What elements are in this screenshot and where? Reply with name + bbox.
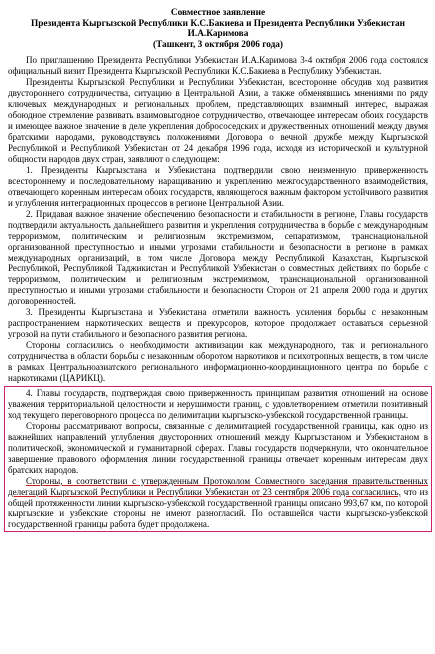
paragraph-visit: По приглашению Президента Республики Узбекистан И.А.Каримова 3-4 октября 2006 года состоялся официальный визит Президента Кыргызской Республики К.С.Бакиева в Республику Узбекистан. — [8, 55, 428, 77]
highlight-box — [4, 386, 432, 532]
paragraph-point-4-cont: Стороны рассматривают вопросы, связанные с делимитацией государственной границы, как одно из важнейших направлений углубления двусторонних отношений между Кыргызстаном и Узбекистаном в политической, экономической и гуманитарной сферах. Главы государств подчеркнули, что окончательное завершение правового оформления линии государственной границы отвечает коренным интересам двух братских народов. — [8, 420, 428, 475]
heading-title: Совместное заявление — [170, 8, 266, 18]
paragraph-point-3: 3. Президенты Кыргызстана и Узбекистана отметили важность усиления борьбы с незаконным распространением наркотических веществ и прекурсоров, которое продолжает оставаться серьезной угрозой на пути стабильного и безопасного развития региона. — [8, 307, 428, 340]
statement-document — [8, 8, 428, 532]
document-heading — [8, 8, 428, 50]
paragraph-preamble: Президенты Кыргызской Республики и Республики Узбекистан, всесторонне обсудив ход развития двустороннего сотрудничества, ситуацию в Центральной Азии, а также обменявшись мнениями по ряду ключевых международных и региональных проблем, представляющих взаимный интерес, выражая обоюдное стремление развивать взаимовыгодное сотрудничество, отвечающее интересам обоих государств и имеющее важное значение в деле укрепления добрососедских и дружественных отношений между двумя братскими народами, руководствуясь положениями Договора о вечной дружбе между Кыргызской Республикой и Республикой Узбекистан от 24 декабря 1996 года, исходя из исторической и культурной общности народов двух стран, заявляют о следующем: — [8, 77, 428, 164]
paragraph-point-3-cont: Стороны согласились о необходимости активизации как международного, так и регионального сотрудничества в области борьбы с незаконным оборотом наркотиков и психотропных веществ, в том числе в рамках Центральноазиатского регионального информационно-координационного центра по борьбе с наркотиками (ЦАРИКЦ). — [8, 340, 428, 384]
paragraph-border-agreement — [8, 476, 428, 531]
heading-subtitle: Президента Кыргызской Республики К.С.Бакиева и Президента Республики Узбекистан И.А.Каримова — [30, 18, 406, 40]
border-agreement-rest: что из общей протяженности линии кыргызско-узбекской государственной границы описано 993,67 км, по которой кыргызские и узбекские стороны не имеют разногласий. По оставшейся части кыргызско-узбекской государственной границы работа будет продолжена. — [8, 486, 428, 530]
paragraph-point-4: 4. Главы государств, подтверждая свою приверженность принципам развития отношений на основе уважения территориальной целостности и нерушимости границ, с удовлетворением отметили позитивный ход текущего переговорного процесса по делимитации кыргызско-узбекской государственной границы. — [8, 387, 428, 420]
paragraph-point-2: 2. Придавая важное значение обеспечению безопасности и стабильности в регионе, Главы государств подтвердили актуальность дальнейшего развития и укрепления сотрудничества в борьбе с международным терроризмом, политическим и религиозным экстремизмом, сепаратизмом, транснациональной организованной преступностью и иными угрозами стабильности и безопасности в регионе в рамках международных организаций, в том числе Договора между Республикой Казахстан, Кыргызской Республикой, Республикой Таджикистан и Республикой Узбекистан о совместных действиях по борьбе с терроризмом, политическим и религиозным экстремизмом, транснациональной организованной преступностью и иными угрозами стабильности и безопасности Сторон от 21 апреля 2000 года и других договоренностей. — [8, 208, 428, 307]
heading-date: (Ташкент, 3 октября 2006 года) — [152, 39, 284, 50]
paragraph-point-1: 1. Президенты Кыргызстана и Узбекистана подтвердили свою неизменную приверженность всестороннему и последовательному наращиванию и укреплению межгосударственного взаимодействия, отвечающего коренным интересам обоих государств, являющегося важным фактором устойчивого развития и углубления интеграционных процессов в регионе Центральной Азии. — [8, 164, 428, 208]
underlined-text: Стороны, в соответствии с утвержденным Протоколом Совместного заседания правительственных делегаций Кыргызской Республики и Республики Узбекистан от 23 сентября 2006 года согласились, — [8, 475, 428, 497]
